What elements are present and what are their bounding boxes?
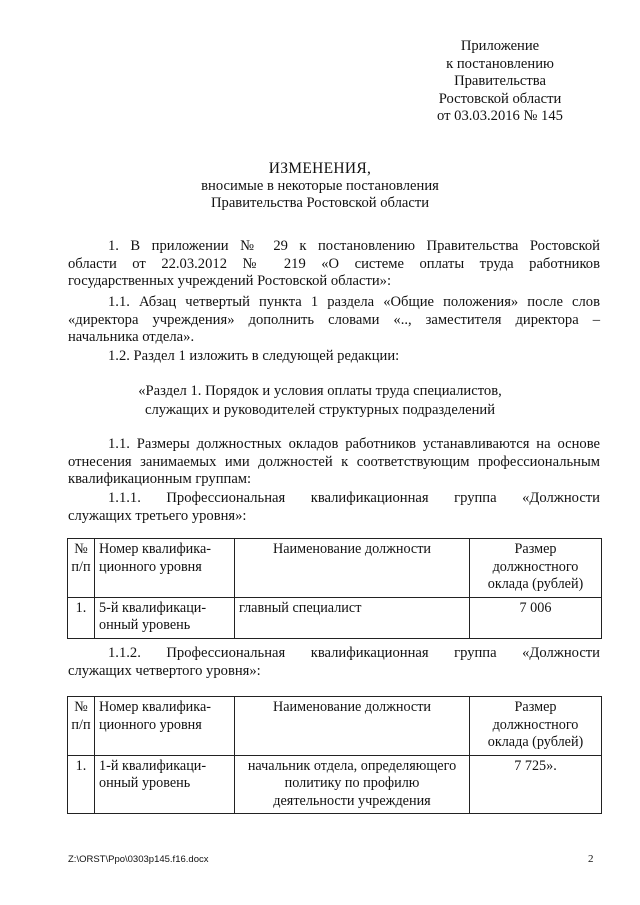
cell-text: политику по профилю [284, 775, 420, 791]
text-line: 1.1.2. Профессиональная квалификационная группа «Должности [108, 645, 600, 661]
approval-line: Ростовской области [438, 90, 562, 107]
table-row [68, 597, 602, 638]
cell-level [95, 597, 235, 638]
text-line: служащих четвертого уровня»: [68, 662, 261, 679]
title-sub: Правительства Ростовской области [210, 195, 430, 211]
cell-text: начальник отдела, определяющего [247, 757, 457, 774]
approval-line: Приложение [460, 38, 540, 54]
header-text: ционного уровня [99, 558, 202, 575]
approval-block [400, 38, 600, 126]
text-line: служащих третьего уровня»: [68, 507, 247, 524]
header-text: Размер [514, 699, 557, 715]
cell-text: 5-й квалификаци- [99, 599, 207, 616]
header-cell-num [68, 697, 95, 756]
header-text: оклада (рублей) [487, 734, 584, 750]
cell-text: главный специалист [239, 599, 362, 616]
cell-name [235, 755, 470, 814]
text-line: 1.1. Размеры должностных окладов работников устанавливаются на основе [108, 436, 600, 452]
text-line: «директора учреждения» дополнить словами «.., заместителя директора – [68, 311, 600, 328]
page-number: 2 [588, 853, 594, 865]
text-line: квалификационным группам: [68, 471, 252, 487]
table-header-row [68, 539, 602, 598]
table-header-row [68, 697, 602, 756]
salary-table-third-level [67, 538, 602, 639]
header-cell-name [235, 697, 470, 756]
salary-table-fourth-level [67, 696, 602, 814]
paragraph-1-2 [68, 348, 600, 366]
text-line: 1.1.1. Профессиональная квалификационная группа «Должности [108, 490, 600, 506]
section-title-line: «Раздел 1. Порядок и условия оплаты труда специалистов, [138, 383, 502, 399]
header-text: № [74, 699, 88, 715]
cell-name [235, 597, 470, 638]
text-line: 1. В приложении № 29 к постановлению Правительства Ростовской [108, 238, 600, 254]
header-text: ционного уровня [99, 716, 202, 733]
paragraph-section-1-1 [68, 436, 600, 489]
approval-line: к постановлению [446, 55, 554, 72]
cell-text: 1-й квалификаци- [99, 757, 207, 774]
header-cell-num [68, 539, 95, 598]
header-text: должностного [492, 716, 579, 733]
cell-text: деятельности учреждения [273, 792, 431, 809]
paragraph-1-1-2 [68, 645, 600, 680]
approval-line: от 03.03.2016 № 145 [437, 108, 563, 124]
title-sub: вносимые в некоторые постановления [201, 177, 439, 194]
title-main: ИЗМЕНЕНИЯ, [268, 160, 372, 177]
header-cell-name [235, 539, 470, 598]
cell-num: 1. [68, 597, 95, 638]
paragraph-1-1 [68, 294, 600, 347]
header-text: Наименование должности [272, 699, 432, 715]
cell-size: 7 006 [470, 597, 602, 638]
header-cell-size [470, 539, 602, 598]
text-line: государственных учреждений Ростовской области»: [68, 273, 392, 289]
text-line: области от 22.03.2012 № 219 «О системе оплаты труда работников [68, 255, 600, 272]
text-line: отнесения занимаемых ими должностей к соответствующим профессиональным [68, 453, 600, 470]
cell-num: 1. [68, 755, 95, 814]
header-text: должностного [492, 558, 579, 575]
table-row [68, 755, 602, 814]
approval-line: Правительства [454, 73, 546, 89]
header-cell-level [95, 539, 235, 598]
header-text: Номер квалифика- [99, 699, 211, 715]
header-cell-size [470, 697, 602, 756]
paragraph-1-1-1 [68, 490, 600, 525]
header-text: Номер квалифика- [99, 541, 211, 557]
document-title [150, 160, 490, 213]
header-text: Размер [514, 541, 557, 557]
header-text: оклада (рублей) [487, 576, 584, 592]
cell-level [95, 755, 235, 814]
header-text: Наименование должности [272, 541, 432, 557]
header-text: п/п [71, 558, 91, 575]
footer-file-path: Z:\ORST\Ppo\0303p145.f16.docx [68, 854, 209, 865]
header-text: п/п [71, 716, 91, 733]
text-line: 1.2. Раздел 1 изложить в следующей редакции: [108, 348, 400, 364]
text-line: начальника отдела». [68, 329, 195, 345]
header-cell-level [95, 697, 235, 756]
cell-text: онный уровень [99, 617, 191, 633]
cell-size: 7 725». [470, 755, 602, 814]
cell-text: онный уровень [99, 775, 191, 791]
section-title [90, 382, 550, 420]
paragraph-1 [68, 238, 600, 291]
text-line: 1.1. Абзац четвертый пункта 1 раздела «Общие положения» после слов [108, 294, 600, 310]
section-title-line: служащих и руководителей структурных подразделений [144, 402, 496, 418]
header-text: № [74, 541, 88, 557]
